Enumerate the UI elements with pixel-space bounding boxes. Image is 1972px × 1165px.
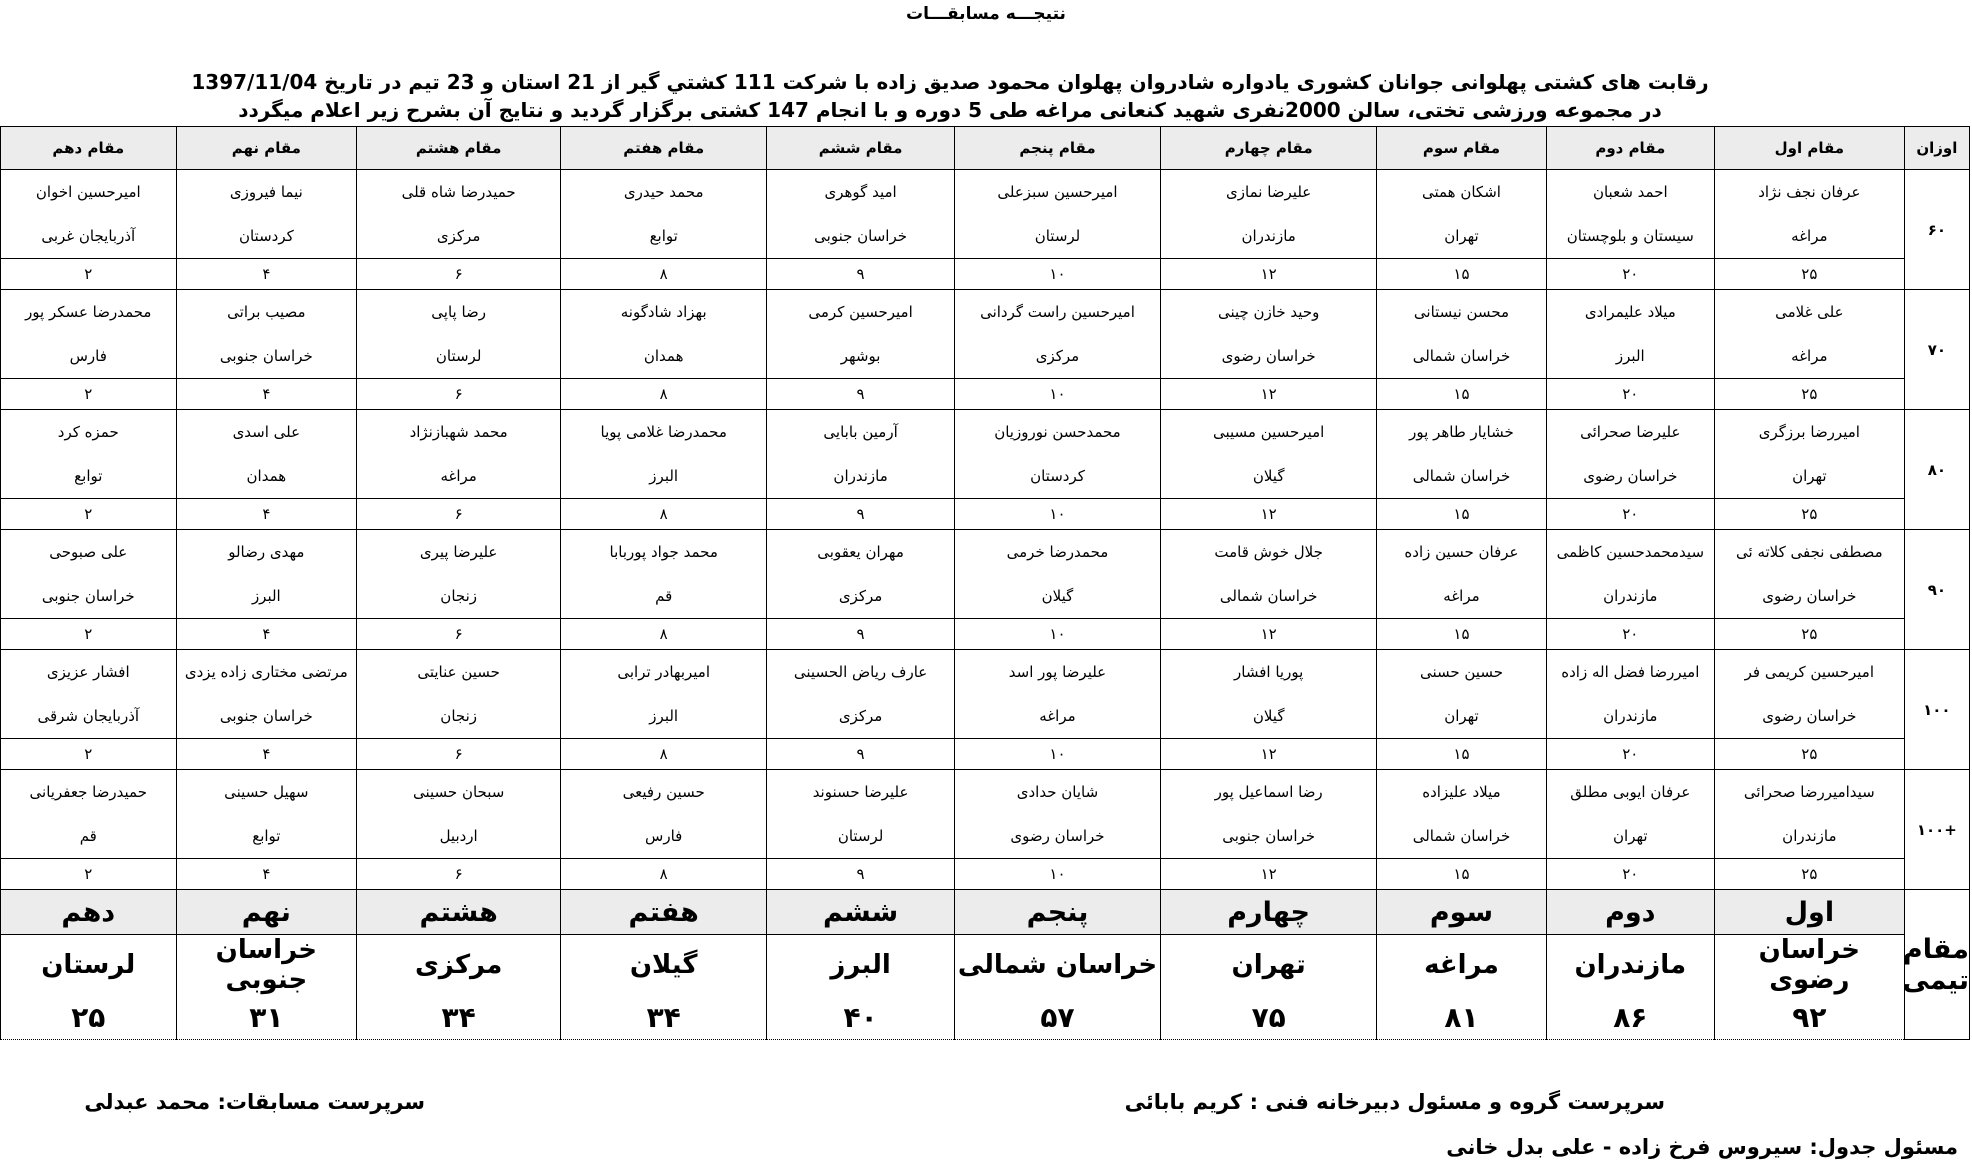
province-name: زنجان (357, 694, 561, 739)
wrestler-name: اشکان همتی (1377, 170, 1546, 215)
province-name: خراسان جنوبی (176, 694, 357, 739)
points-value: ۹ (767, 379, 955, 410)
wrestler-name: محمد حیدری (561, 170, 767, 215)
team-score: ۸۶ (1546, 995, 1714, 1040)
team-place-label: پنجم (954, 890, 1160, 935)
points-value: ۲ (1, 379, 177, 410)
province-name: مراغه (954, 694, 1160, 739)
province-name: خراسان شمالی (1377, 454, 1546, 499)
wrestler-name: عرفان حسین زاده (1377, 530, 1546, 575)
place-header: مقام ششم (767, 127, 955, 170)
points-value: ۲۰ (1546, 379, 1714, 410)
points-value: ۱۵ (1377, 259, 1546, 290)
team-place-label: ششم (767, 890, 955, 935)
points-value: ۶ (357, 499, 561, 530)
wrestler-name: حمیدرضا جعفریانی (1, 770, 177, 815)
province-name: مازندران (1161, 214, 1377, 259)
province-name: تهران (1377, 214, 1546, 259)
table-row (1, 814, 1970, 859)
province-name: توابع (176, 814, 357, 859)
province-name: خراسان رضوی (1714, 694, 1904, 739)
province-name: توابع (561, 214, 767, 259)
wrestler-name: بهزاد شادگونه (561, 290, 767, 335)
province-name: مرکزی (767, 694, 955, 739)
points-value: ۱۵ (1377, 619, 1546, 650)
wrestler-name: محمد جواد پوربابا (561, 530, 767, 575)
province-name: قم (1, 814, 177, 859)
province-name: مازندران (767, 454, 955, 499)
results-table (0, 126, 1970, 1040)
wrestler-name: رضا پاپی (357, 290, 561, 335)
team-name: مرکزی (357, 935, 561, 996)
points-value: ۸ (561, 859, 767, 890)
points-value: ۱۲ (1161, 379, 1377, 410)
wrestler-name: میلاد علیزاده (1377, 770, 1546, 815)
province-name: کردستان (954, 454, 1160, 499)
province-name: آذربایجان غربی (1, 214, 177, 259)
province-name: البرز (176, 574, 357, 619)
group-supervisor-text: سرپرست گروه و مسئول دبیرخانه فنی : کریم بابائی (1124, 1090, 1665, 1114)
wrestler-name: نیما فیروزی (176, 170, 357, 215)
points-value: ۱۰ (954, 739, 1160, 770)
team-name: مراغه (1377, 935, 1546, 996)
points-value: ۱۰ (954, 619, 1160, 650)
province-name: مازندران (1546, 574, 1714, 619)
place-header: مقام دوم (1546, 127, 1714, 170)
table-row (1, 619, 1970, 650)
table-row (1, 859, 1970, 890)
weight-class-cell: ۹۰ (1904, 530, 1969, 650)
team-score: ۵۷ (954, 995, 1160, 1040)
wrestler-name: امید گوهری (767, 170, 955, 215)
team-name: گیلان (561, 935, 767, 996)
wrestler-name: حسین عنایتی (357, 650, 561, 695)
team-place-label: دهم (1, 890, 177, 935)
points-value: ۲۰ (1546, 619, 1714, 650)
province-name: البرز (1546, 334, 1714, 379)
province-name: خراسان جنوبی (1, 574, 177, 619)
points-value: ۲۰ (1546, 259, 1714, 290)
province-name: خراسان رضوی (1546, 454, 1714, 499)
wrestler-name: محمدحسن نوروزیان (954, 410, 1160, 455)
points-value: ۱۵ (1377, 379, 1546, 410)
table-row (1, 530, 1970, 575)
team-score: ۳۴ (561, 995, 767, 1040)
points-value: ۹ (767, 859, 955, 890)
event-description-line-1: رقابت های کشتی پهلوانی جوانان کشوری یادواره شادروان پهلوان محمود صدیق زاده با شرکت 111 کشتي گير از 21 استان و 23 تیم در تاریخ 1397/11/04 (191, 70, 1709, 94)
team-score: ۸۱ (1377, 995, 1546, 1040)
wrestler-name: مصطفی نجفی کلاته ئی (1714, 530, 1904, 575)
wrestler-name: حسین رفیعی (561, 770, 767, 815)
province-name: همدان (176, 454, 357, 499)
points-value: ۶ (357, 619, 561, 650)
team-place-label: نهم (176, 890, 357, 935)
province-name: تهران (1377, 694, 1546, 739)
province-name: خراسان جنوبی (767, 214, 955, 259)
points-value: ۱۰ (954, 259, 1160, 290)
wrestler-name: امیرحسین سبزعلی (954, 170, 1160, 215)
wrestler-name: جلال خوش قامت (1161, 530, 1377, 575)
team-score: ۴۰ (767, 995, 955, 1040)
wrestler-name: محمد شهبازنژاد (357, 410, 561, 455)
province-name: سیستان و بلوچستان (1546, 214, 1714, 259)
wrestler-name: محمدرضا عسکر پور (1, 290, 177, 335)
points-value: ۲۵ (1714, 259, 1904, 290)
points-value: ۱۲ (1161, 499, 1377, 530)
table-row (1, 694, 1970, 739)
points-value: ۱۵ (1377, 859, 1546, 890)
wrestler-name: آرمین بابایی (767, 410, 955, 455)
place-header: مقام سوم (1377, 127, 1546, 170)
wrestler-name: رضا اسماعیل پور (1161, 770, 1377, 815)
points-value: ۱۲ (1161, 619, 1377, 650)
table-row (1, 650, 1970, 695)
points-value: ۲۰ (1546, 739, 1714, 770)
wrestler-name: سبحان حسینی (357, 770, 561, 815)
wrestler-name: افشار عزیزی (1, 650, 177, 695)
wrestler-name: سهیل حسینی (176, 770, 357, 815)
points-value: ۴ (176, 619, 357, 650)
team-row (1, 935, 1970, 996)
table-row (1, 739, 1970, 770)
province-name: خراسان شمالی (1161, 574, 1377, 619)
table-row (1, 499, 1970, 530)
team-ranking-label: مقام تیمی (1904, 890, 1969, 1040)
points-value: ۸ (561, 739, 767, 770)
points-value: ۸ (561, 499, 767, 530)
wrestler-name: احمد شعبان (1546, 170, 1714, 215)
points-value: ۹ (767, 259, 955, 290)
weight-class-cell: +۱۰۰ (1904, 770, 1969, 890)
province-name: تهران (1714, 454, 1904, 499)
wrestler-name: مهدی رضالو (176, 530, 357, 575)
points-value: ۶ (357, 859, 561, 890)
table-row (1, 379, 1970, 410)
place-header: مقام چهارم (1161, 127, 1377, 170)
province-name: لرستان (357, 334, 561, 379)
province-name: مازندران (1546, 694, 1714, 739)
wrestler-name: امیرحسین کریمی فر (1714, 650, 1904, 695)
wrestler-name: امیرحسین اخوان (1, 170, 177, 215)
place-header: مقام هفتم (561, 127, 767, 170)
points-value: ۴ (176, 739, 357, 770)
team-score: ۳۱ (176, 995, 357, 1040)
place-header: مقام پنجم (954, 127, 1160, 170)
wrestler-name: عرفان نجف نژاد (1714, 170, 1904, 215)
table-row (1, 334, 1970, 379)
team-place-label: دوم (1546, 890, 1714, 935)
province-name: گیلان (954, 574, 1160, 619)
weight-class-cell: ۸۰ (1904, 410, 1969, 530)
table-responsible-text: مسئول جدول: سیروس فرخ زاده - علی بدل خانی (1446, 1135, 1958, 1159)
province-name: بوشهر (767, 334, 955, 379)
wrestler-name: مهران یعقوبی (767, 530, 955, 575)
province-name: مراغه (1714, 334, 1904, 379)
province-name: فارس (1, 334, 177, 379)
province-name: مراغه (357, 454, 561, 499)
points-value: ۲ (1, 859, 177, 890)
points-value: ۸ (561, 619, 767, 650)
team-place-label: سوم (1377, 890, 1546, 935)
province-name: گیلان (1161, 454, 1377, 499)
points-value: ۲۰ (1546, 859, 1714, 890)
wrestler-name: امیربهادر ترابی (561, 650, 767, 695)
weight-class-cell: ۷۰ (1904, 290, 1969, 410)
table-row (1, 574, 1970, 619)
wrestler-name: خشایار طاهر پور (1377, 410, 1546, 455)
wrestler-name: حمیدرضا شاه قلی (357, 170, 561, 215)
place-header: مقام هشتم (357, 127, 561, 170)
wrestler-name: سیدمحمدحسین کاظمی (1546, 530, 1714, 575)
province-name: خراسان رضوی (954, 814, 1160, 859)
team-place-label: اول (1714, 890, 1904, 935)
table-row (1, 214, 1970, 259)
province-name: اردبیل (357, 814, 561, 859)
team-place-label: هفتم (561, 890, 767, 935)
table-header-row (1, 127, 1970, 170)
province-name: خراسان رضوی (1161, 334, 1377, 379)
points-value: ۶ (357, 739, 561, 770)
province-name: لرستان (767, 814, 955, 859)
province-name: خراسان جنوبی (176, 334, 357, 379)
province-name: خراسان شمالی (1377, 814, 1546, 859)
team-name: تهران (1161, 935, 1377, 996)
province-name: فارس (561, 814, 767, 859)
points-value: ۹ (767, 739, 955, 770)
table-row (1, 454, 1970, 499)
province-name: مازندران (1714, 814, 1904, 859)
points-value: ۴ (176, 259, 357, 290)
team-score: ۷۵ (1161, 995, 1377, 1040)
points-value: ۱۵ (1377, 499, 1546, 530)
team-score: ۳۴ (357, 995, 561, 1040)
points-value: ۹ (767, 619, 955, 650)
wrestler-name: علیرضا پور اسد (954, 650, 1160, 695)
wrestler-name: امیرحسین کرمی (767, 290, 955, 335)
points-value: ۴ (176, 379, 357, 410)
team-name: مازندران (1546, 935, 1714, 996)
province-name: خراسان شمالی (1377, 334, 1546, 379)
province-name: قم (561, 574, 767, 619)
wrestler-name: میلاد علیمرادی (1546, 290, 1714, 335)
wrestler-name: حمزه کرد (1, 410, 177, 455)
wrestler-name: شایان حدادی (954, 770, 1160, 815)
team-name: لرستان (1, 935, 177, 996)
province-name: مراغه (1377, 574, 1546, 619)
wrestler-name: پوریا افشار (1161, 650, 1377, 695)
wrestler-name: حسین حسنی (1377, 650, 1546, 695)
points-value: ۶ (357, 259, 561, 290)
province-name: همدان (561, 334, 767, 379)
wrestler-name: سیدامیررضا صحرائی (1714, 770, 1904, 815)
points-value: ۲ (1, 619, 177, 650)
team-name: خراسان رضوی (1714, 935, 1904, 996)
table-row (1, 259, 1970, 290)
weight-header: اوزان (1904, 127, 1969, 170)
points-value: ۹ (767, 499, 955, 530)
wrestler-name: عارف ریاض الحسینی (767, 650, 955, 695)
points-value: ۸ (561, 379, 767, 410)
table-row (1, 770, 1970, 815)
province-name: مراغه (1714, 214, 1904, 259)
wrestler-name: محمدرضا خرمی (954, 530, 1160, 575)
points-value: ۲۵ (1714, 379, 1904, 410)
points-value: ۲ (1, 739, 177, 770)
event-description-line-2: در مجموعه ورزشی تختی، سالن 2000نفری شهید کنعانی مراغه طی 5 دوره و با انجام 147 کشتی برگزار گردید و نتایج آن بشرح زیر اعلام میگردد (238, 98, 1662, 122)
wrestler-name: علیرضا صحرائی (1546, 410, 1714, 455)
province-name: خراسان رضوی (1714, 574, 1904, 619)
province-name: مرکزی (357, 214, 561, 259)
points-value: ۲۵ (1714, 499, 1904, 530)
weight-class-cell: ۱۰۰ (1904, 650, 1969, 770)
team-row (1, 995, 1970, 1040)
points-value: ۲۵ (1714, 619, 1904, 650)
province-name: آذربایجان شرقی (1, 694, 177, 739)
wrestler-name: وحید خازن چینی (1161, 290, 1377, 335)
wrestler-name: علی صبوحی (1, 530, 177, 575)
points-value: ۶ (357, 379, 561, 410)
wrestler-name: علیرضا پیری (357, 530, 561, 575)
province-name: توابع (1, 454, 177, 499)
table-row (1, 170, 1970, 215)
wrestler-name: مصیب براتی (176, 290, 357, 335)
province-name: کردستان (176, 214, 357, 259)
wrestler-name: امیرحسین راست گردانی (954, 290, 1160, 335)
table-row (1, 410, 1970, 455)
points-value: ۲۵ (1714, 739, 1904, 770)
team-name: خراسان شمالی (954, 935, 1160, 996)
province-name: البرز (561, 454, 767, 499)
points-value: ۲ (1, 499, 177, 530)
points-value: ۱۰ (954, 499, 1160, 530)
points-value: ۱۰ (954, 859, 1160, 890)
points-value: ۲۰ (1546, 499, 1714, 530)
points-value: ۱۰ (954, 379, 1160, 410)
points-value: ۴ (176, 499, 357, 530)
wrestler-name: امیررضا برزگری (1714, 410, 1904, 455)
province-name: خراسان جنوبی (1161, 814, 1377, 859)
province-name: زنجان (357, 574, 561, 619)
points-value: ۱۲ (1161, 859, 1377, 890)
points-value: ۲۵ (1714, 859, 1904, 890)
points-value: ۱۲ (1161, 739, 1377, 770)
team-row (1, 890, 1970, 935)
points-value: ۴ (176, 859, 357, 890)
page-title: نتيجـــه مسابقـــات (906, 4, 1066, 24)
wrestler-name: امیررضا فضل اله زاده (1546, 650, 1714, 695)
competition-supervisor-text: سرپرست مسابقات: محمد عبدلی (84, 1090, 425, 1114)
table-row (1, 290, 1970, 335)
wrestler-name: مرتضی مختاری زاده یزدی (176, 650, 357, 695)
team-place-label: چهارم (1161, 890, 1377, 935)
province-name: تهران (1546, 814, 1714, 859)
province-name: البرز (561, 694, 767, 739)
province-name: لرستان (954, 214, 1160, 259)
wrestler-name: علیرضا نمازی (1161, 170, 1377, 215)
weight-class-cell: ۶۰ (1904, 170, 1969, 290)
wrestler-name: محمدرضا غلامی پویا (561, 410, 767, 455)
points-value: ۱۵ (1377, 739, 1546, 770)
wrestler-name: امیرحسین مسیبی (1161, 410, 1377, 455)
team-name: خراسان جنوبی (176, 935, 357, 996)
team-name: البرز (767, 935, 955, 996)
province-name: مرکزی (954, 334, 1160, 379)
place-header: مقام اول (1714, 127, 1904, 170)
team-score: ۲۵ (1, 995, 177, 1040)
points-value: ۲ (1, 259, 177, 290)
wrestler-name: محسن نیستانی (1377, 290, 1546, 335)
wrestler-name: علی غلامی (1714, 290, 1904, 335)
points-value: ۱۲ (1161, 259, 1377, 290)
place-header: مقام نهم (176, 127, 357, 170)
province-name: گیلان (1161, 694, 1377, 739)
team-score: ۹۲ (1714, 995, 1904, 1040)
place-header: مقام دهم (1, 127, 177, 170)
wrestler-name: علی اسدی (176, 410, 357, 455)
points-value: ۸ (561, 259, 767, 290)
province-name: مرکزی (767, 574, 955, 619)
wrestler-name: عرفان ایوبی مطلق (1546, 770, 1714, 815)
team-place-label: هشتم (357, 890, 561, 935)
wrestler-name: علیرضا حسنوند (767, 770, 955, 815)
